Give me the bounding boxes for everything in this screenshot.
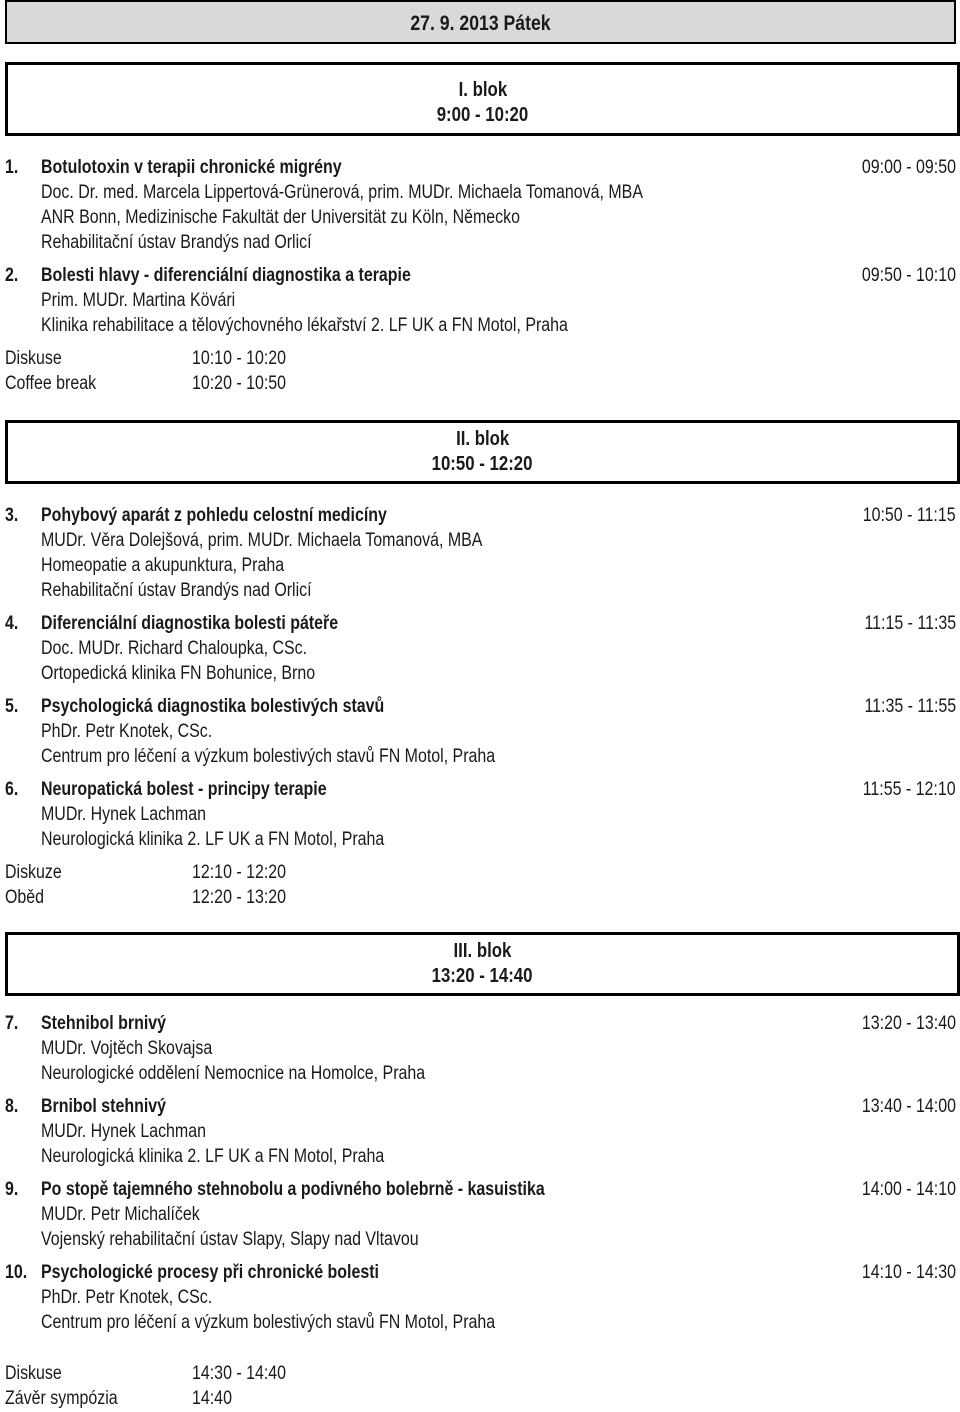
talk-title: Pohybový aparát z pohledu celostní medicíny bbox=[41, 505, 387, 526]
talk-speaker: MUDr. Hynek Lachman bbox=[41, 1121, 206, 1142]
talk-time: 13:20 - 13:40 bbox=[861, 1013, 956, 1034]
block-time: 9:00 - 10:20 bbox=[436, 104, 529, 126]
talk-affiliation: Neurologické oddělení Nemocnice na Homolce, Praha bbox=[41, 1063, 426, 1084]
talk-number: 7. bbox=[5, 1013, 19, 1034]
talk-time: 13:40 - 14:00 bbox=[861, 1096, 956, 1117]
talk-speaker: MUDr. Vojtěch Skovajsa bbox=[41, 1038, 213, 1059]
break-time: 14:40 bbox=[192, 1388, 232, 1409]
break-label: Závěr sympózia bbox=[5, 1388, 118, 1409]
break-time: 10:20 - 10:50 bbox=[192, 373, 287, 394]
talk-title: Brnibol stehnivý bbox=[41, 1096, 167, 1117]
block-title: II. blok bbox=[455, 428, 510, 450]
talk-speaker: Doc. MUDr. Richard Chaloupka, CSc. bbox=[41, 638, 308, 659]
talk-affiliation: Ortopedická klinika FN Bohunice, Brno bbox=[41, 663, 316, 684]
talk-time: 09:50 - 10:10 bbox=[861, 265, 956, 286]
talk-affiliation: Rehabilitační ústav Brandýs nad Orlicí bbox=[41, 232, 312, 253]
talk-number: 1. bbox=[5, 157, 19, 178]
talk-speaker: MUDr. Petr Michalíček bbox=[41, 1204, 200, 1225]
talk-title: Bolesti hlavy - diferenciální diagnostika a terapie bbox=[41, 265, 411, 286]
block-time: 13:20 - 14:40 bbox=[432, 965, 533, 987]
block-3-header bbox=[5, 932, 960, 996]
talk-title: Stehnibol brnivý bbox=[41, 1013, 167, 1034]
talk-number: 10. bbox=[5, 1262, 28, 1283]
talk-speaker: PhDr. Petr Knotek, CSc. bbox=[41, 1287, 213, 1308]
talk-time: 14:10 - 14:30 bbox=[861, 1262, 956, 1283]
talk-affiliation: Centrum pro léčení a výzkum bolestivých stavů FN Motol, Praha bbox=[41, 746, 496, 767]
talk-speaker: Prim. MUDr. Martina Kövári bbox=[41, 290, 236, 311]
block-1-header bbox=[5, 62, 960, 136]
talk-affiliation: Vojenský rehabilitační ústav Slapy, Slapy nad Vltavou bbox=[41, 1229, 419, 1250]
talk-speaker: MUDr. Hynek Lachman bbox=[41, 804, 206, 825]
talk-number: 4. bbox=[5, 613, 19, 634]
block-time: 10:50 - 12:20 bbox=[432, 453, 533, 475]
talk-time: 11:35 - 11:55 bbox=[864, 696, 956, 717]
talk-title: Neuropatická bolest - principy terapie bbox=[41, 779, 327, 800]
block-title: III. blok bbox=[453, 940, 512, 962]
talk-number: 6. bbox=[5, 779, 19, 800]
break-label: Diskuse bbox=[5, 1363, 62, 1384]
break-label: Coffee break bbox=[5, 373, 97, 394]
talk-speaker: Doc. Dr. med. Marcela Lippertová-Grünerová, prim. MUDr. Michaela Tomanová, MBA bbox=[41, 182, 643, 203]
break-label: Oběd bbox=[5, 887, 45, 908]
break-time: 10:10 - 10:20 bbox=[192, 348, 287, 369]
break-time: 14:30 - 14:40 bbox=[192, 1363, 287, 1384]
block-title: I. blok bbox=[458, 79, 507, 101]
talk-affiliation: ANR Bonn, Medizinische Fakultät der Universität zu Köln, Německo bbox=[41, 207, 521, 228]
block-2-header bbox=[5, 420, 960, 484]
talk-speaker: MUDr. Věra Dolejšová, prim. MUDr. Michaela Tomanová, MBA bbox=[41, 530, 483, 551]
talk-time: 11:55 - 12:10 bbox=[863, 779, 956, 800]
talk-title: Psychologické procesy při chronické bolesti bbox=[41, 1262, 379, 1283]
talk-time: 09:00 - 09:50 bbox=[861, 157, 956, 178]
talk-title: Po stopě tajemného stehnobolu a podivného bolebrně - kasuistika bbox=[41, 1179, 545, 1200]
talk-title: Diferenciální diagnostika bolesti páteře bbox=[41, 613, 339, 634]
talk-title: Psychologická diagnostika bolestivých stavů bbox=[41, 696, 385, 717]
talk-title: Botulotoxin v terapii chronické migrény bbox=[41, 157, 342, 178]
break-label: Diskuze bbox=[5, 862, 62, 883]
talk-number: 9. bbox=[5, 1179, 19, 1200]
talk-time: 10:50 - 11:15 bbox=[863, 505, 956, 526]
talk-affiliation: Centrum pro léčení a výzkum bolestivých stavů FN Motol, Praha bbox=[41, 1312, 496, 1333]
talk-time: 14:00 - 14:10 bbox=[861, 1179, 956, 1200]
talk-affiliation: Neurologická klinika 2. LF UK a FN Motol, Praha bbox=[41, 829, 385, 850]
talk-number: 3. bbox=[5, 505, 19, 526]
talk-affiliation: Klinika rehabilitace a tělovýchovného lékařství 2. LF UK a FN Motol, Praha bbox=[41, 315, 568, 336]
talk-affiliation: Rehabilitační ústav Brandýs nad Orlicí bbox=[41, 580, 312, 601]
break-time: 12:20 - 13:20 bbox=[192, 887, 287, 908]
talk-number: 8. bbox=[5, 1096, 19, 1117]
talk-number: 5. bbox=[5, 696, 19, 717]
talk-time: 11:15 - 11:35 bbox=[864, 613, 956, 634]
talk-number: 2. bbox=[5, 265, 19, 286]
talk-affiliation: Neurologická klinika 2. LF UK a FN Motol, Praha bbox=[41, 1146, 385, 1167]
date-header bbox=[5, 0, 956, 44]
break-time: 12:10 - 12:20 bbox=[192, 862, 287, 883]
date-text: 27. 9. 2013 Pátek bbox=[410, 12, 551, 35]
break-label: Diskuse bbox=[5, 348, 62, 369]
talk-affiliation: Homeopatie a akupunktura, Praha bbox=[41, 555, 285, 576]
talk-speaker: PhDr. Petr Knotek, CSc. bbox=[41, 721, 213, 742]
